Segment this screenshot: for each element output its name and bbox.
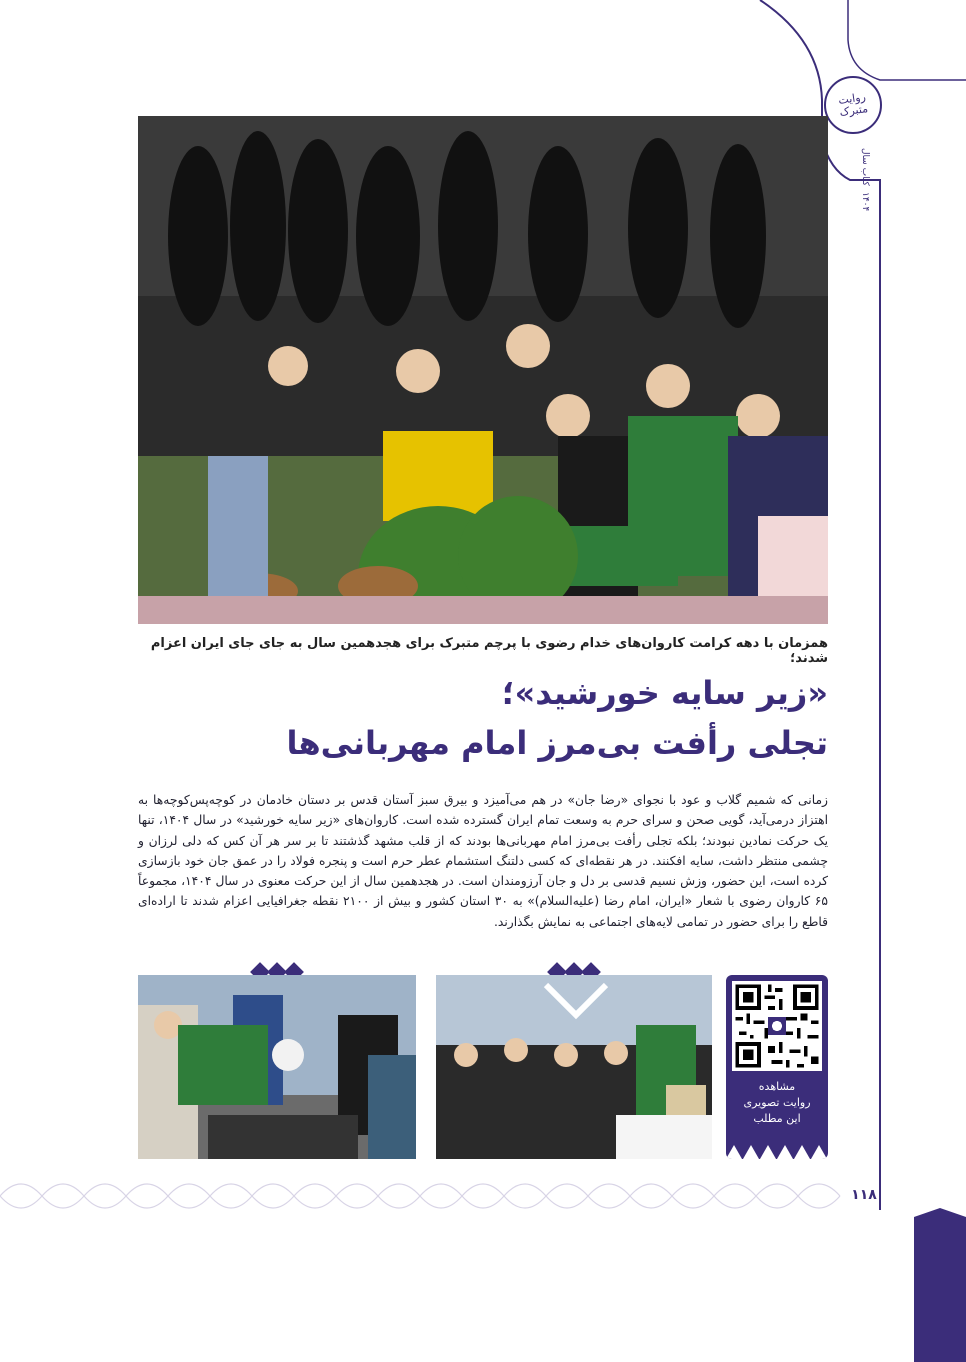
qr-code[interactable] — [732, 981, 822, 1071]
bottom-photo-mid — [436, 975, 712, 1159]
bottom-photo-mid-illustration — [436, 975, 712, 1159]
qr-label — [726, 1079, 828, 1127]
qr-label-line-3: این مطلب — [753, 1112, 801, 1125]
qr-label-line-1: مشاهده — [758, 1080, 796, 1093]
publication-logo — [824, 76, 882, 134]
footer-pattern — [0, 1172, 846, 1220]
article-body: زمانی که شمیم گلاب و عود با نجوای «رضا جان» در هم می‌آمیزد و بیرق سبز آستان قدس بر دستان خادمان در کوچه‌پس‌کوچه‌ها به اهتزاز درمی‌آید، گویی صحن و سرای حرم به وسعت تمام ایران گسترده شده است. کاروان‌های «زیر سایه خورشید» در سال ۱۴۰۴، تنها یک حرکت نمادین نبودند؛ بلکه تجلی رأفت بی‌مرز امام مهربانی‌ها بودند که از قلب مشهد گذشتند تا بر سر هر آن کس که دلی لرزان و چشمی منتظر داشت، سایه افکنند. در هر نقطه‌ای که کسی دلتنگ استشمام عطر حرم است و پنجره فولاد را در عمق جان خود بازسازی کرده است، این حضور، وزش نسیم قدسی بر دل و جان آرزومندان است. در هجدهمین سال از این حرکت معنوی در سال ۱۴۰۴، مجموعاً ۶۵ کاروان رضوی با شعار «ایران، امام رضا (علیه‌السلام)» به ۳۰ استان کشور و بیش از ۲۱۰۰ نقطه جغرافیایی اعزام شدند تا اراده‌ای قاطع را برای حضور در تمامی لایه‌های اجتماعی به نمایش بگذارند. — [138, 793, 829, 929]
qr-card-pattern — [726, 1135, 828, 1159]
main-photo — [138, 116, 828, 624]
page-number: ۱۱۸ — [851, 1187, 877, 1203]
qr-card[interactable] — [726, 975, 828, 1159]
main-photo-illustration — [138, 116, 828, 624]
photo-caption: همزمان با دهه کرامت کاروان‌های خدام رضوی با پرچم متبرک برای هجدهمین سال به جای جای ایران اعزام شدند؛ — [150, 636, 828, 666]
book-meta — [846, 148, 870, 228]
qr-code-icon — [732, 981, 822, 1071]
book-title: کتاب سال — [860, 148, 870, 186]
headline-line-2: تجلی رأفت بی‌مرز امام مهربانی‌ها — [286, 724, 828, 762]
headline-line-1: «زیر سایه خورشید»؛ — [501, 674, 828, 712]
edge-strip — [914, 1230, 966, 1362]
logo-text: روایت متبرک — [837, 90, 869, 119]
bottom-photo-left — [138, 975, 416, 1159]
bottom-photo-left-illustration — [138, 975, 416, 1159]
qr-label-line-2: روایت تصویری — [743, 1096, 811, 1109]
article-headline — [138, 668, 828, 768]
book-year: ۱۴۰۴ — [860, 191, 870, 212]
